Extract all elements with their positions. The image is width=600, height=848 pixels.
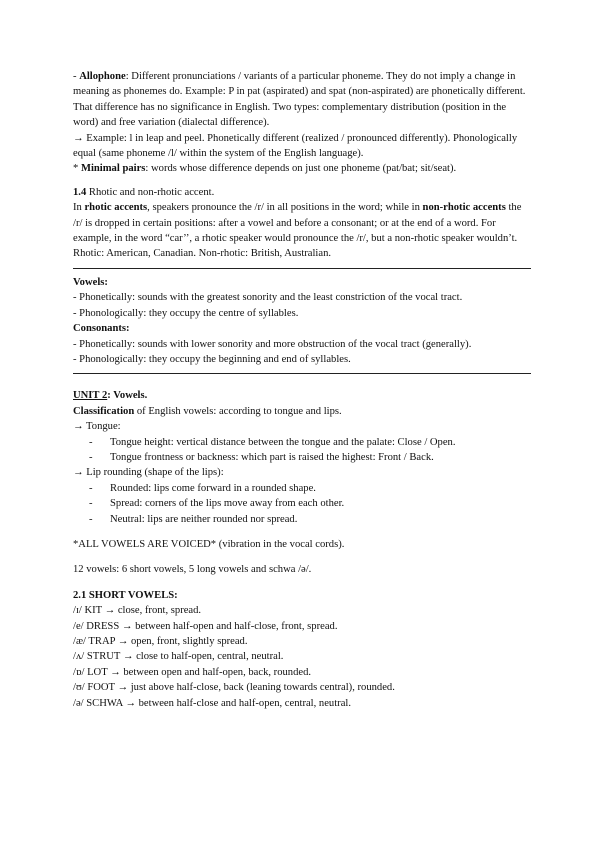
consonants-phonological: - Phonologically: they occupy the beginning and end of syllables. <box>73 353 351 365</box>
list-item: - Neutral: lips are neither rounded nor spread. <box>89 512 530 527</box>
tongue-list <box>73 435 530 466</box>
section-heading-rhotic: 1.4 Rhotic and non-rhotic accent. <box>73 186 215 198</box>
short-vowel-dress: /e/ DRESS → between half-open and half-close, front, spread. <box>73 620 338 632</box>
list-item: - Tongue height: vertical distance between the tongue and the palate: Close / Open. <box>89 435 530 450</box>
short-vowel-kit: /ɪ/ KIT → close, front, spread. <box>73 605 202 617</box>
short-vowels-heading: 2.1 SHORT VOWELS: <box>73 589 178 601</box>
minimal-pairs-term: Minimal pairs <box>80 163 146 175</box>
short-vowel-lot: /ɒ/ LOT → between open and half-open, back, rounded. <box>73 666 312 678</box>
vowel-count: 12 vowels: 6 short vowels, 5 long vowels and schwa /ə/. <box>73 564 312 576</box>
voiced-note: *ALL VOWELS ARE VOICED* (vibration in the vocal cords). <box>73 538 345 550</box>
spacer <box>73 177 530 185</box>
short-vowel-schwa: /ə/ SCHWA → between half-close and half-open, central, neutral. <box>73 697 351 709</box>
list-item: - Tongue frontness or backness: which part is raised the highest: Front / Back. <box>89 450 530 465</box>
allophone-example: → Example: l in leap and peel. Phonetically different (realized / pronounced differently). Phonologically equal (same phoneme /l/ within the system of the English language). <box>73 132 518 160</box>
consonants-heading: Consonants: <box>73 323 130 335</box>
short-vowel-foot: /ʊ/ FOOT → just above half-close, back (leaning towards central), rounded. <box>73 682 395 694</box>
list-item: - Spread: corners of the lips move away from each other. <box>89 496 530 511</box>
lip-rounding-heading: → Lip rounding (shape of the lips): <box>73 467 224 479</box>
minimal-pairs-definition: : words whose difference depends on just one phoneme (pat/bat; sit/seat). <box>145 163 457 175</box>
vowels-heading: Vowels: <box>73 276 108 288</box>
vowels-phonetic: - Phonetically: sounds with the greatest sonority and the least constriction of the vocal tract. <box>73 292 463 304</box>
horizontal-rule <box>73 268 531 269</box>
spacer <box>73 578 530 588</box>
horizontal-rule <box>73 373 531 374</box>
lip-list <box>73 481 530 527</box>
classification-paragraph: Classification of English vowels: according to tongue and lips. <box>73 405 342 417</box>
spacer <box>73 527 530 537</box>
vowels-phonological: - Phonologically: they occupy the centre of syllables. <box>73 307 299 319</box>
allophone-definition: : Different pronunciations / variants of a particular phoneme. They do not imply a change in meaning as phonemes do. Example: P in pat (aspirated) and spat (non-aspirated) are phonetically different. That difference has no significance in English. Two types: complementary distribution (position in the word) and free variation (dialectal difference). <box>73 71 526 129</box>
non-rhotic-term: non-rhotic accents <box>422 202 506 214</box>
spacer <box>73 552 530 562</box>
allophone-term: Allophone <box>79 71 126 82</box>
allophone-paragraph: - Allophone: Different pronunciations / variants of a particular phoneme. They do not imply a change in meaning as phonemes do. Example: P in pat (aspirated) and spat (non-aspirated) are phonetically different. That difference has no significance in English. Two types: complementary distribution (position in the word) and free variation (dialectal difference). <box>73 71 526 129</box>
rhotic-paragraph: In rhotic accents, speakers pronounce the /r/ in all positions in the word; while in non-rhotic accents the /r/ is dropped in certain positions: after a vowel and before a consonant; or at the end of a word. For example, in the word “car’’, a rhotic speaker would pronounce the /r/, but a non-rhotic speaker wouldn’t. Rhotic: American, Canadian. Non-rhotic: British, Australian. <box>73 202 522 260</box>
short-vowel-strut: /ʌ/ STRUT → close to half-open, central, neutral. <box>73 651 284 663</box>
tongue-heading: → Tongue: <box>73 421 121 433</box>
rhotic-term: rhotic accents <box>84 202 148 214</box>
minimal-pairs-paragraph: * Minimal pairs: words whose difference depends on just one phoneme (pat/bat; sit/seat). <box>73 163 457 175</box>
short-vowel-trap: /æ/ TRAP → open, front, slightly spread. <box>73 636 248 647</box>
unit-heading: UNIT 2: Vowels. <box>73 390 148 402</box>
consonants-phonetic: - Phonetically: sounds with lower sonority and more obstruction of the vocal tract (generally). <box>73 338 472 350</box>
spacer <box>73 380 530 388</box>
list-item: - Rounded: lips come forward in a rounded shape. <box>89 481 530 496</box>
